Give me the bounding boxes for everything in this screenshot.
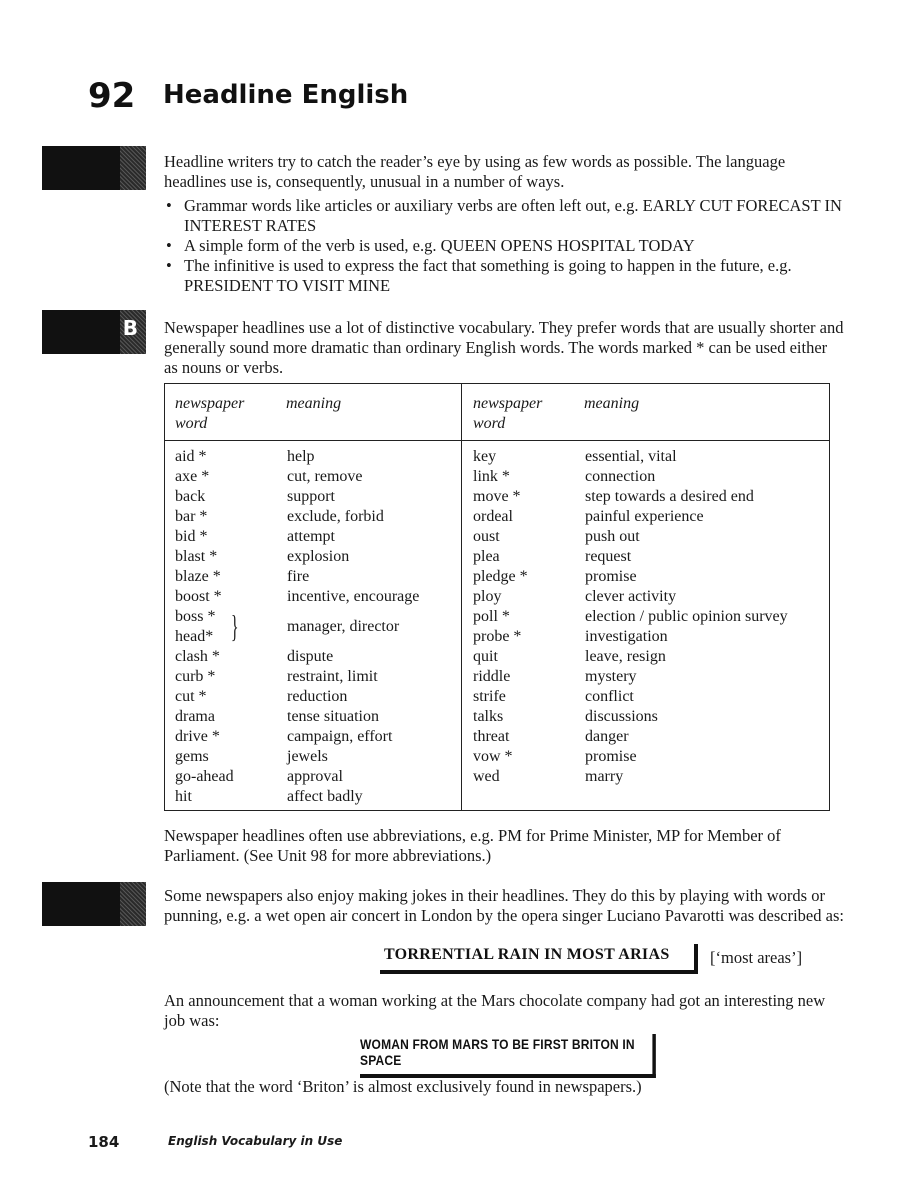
meaning: connection xyxy=(585,468,656,485)
word: key xyxy=(473,448,497,465)
table-row xyxy=(473,727,823,747)
header-newspaper-word-right: newspaper word xyxy=(473,395,543,432)
word: link * xyxy=(473,468,510,485)
meaning: tense situation xyxy=(287,708,379,725)
word: vow * xyxy=(473,748,513,765)
word: threat xyxy=(473,728,510,745)
table-row xyxy=(473,667,823,687)
word: oust xyxy=(473,528,500,545)
vocabulary-table xyxy=(164,383,830,811)
bullet-item: • The infinitive is used to express the fact that something is going to happen in the future, e.g. PRESIDENT TO VISIT MINE xyxy=(164,256,844,296)
meaning: approval xyxy=(287,768,343,785)
table-row xyxy=(473,567,823,587)
table-row xyxy=(175,527,455,547)
table-row xyxy=(175,727,455,747)
word: hit xyxy=(175,788,192,805)
section-c-tab xyxy=(42,882,146,926)
table-row xyxy=(473,747,823,767)
unit-number: 92 xyxy=(88,76,136,116)
word: strife xyxy=(473,688,506,705)
section-b-tab xyxy=(42,310,146,354)
table-row xyxy=(473,587,823,607)
left-column xyxy=(175,447,455,807)
table-row xyxy=(175,707,455,727)
bullet-item: • A simple form of the verb is used, e.g. QUEEN OPENS HOSPITAL TODAY xyxy=(164,236,844,256)
meaning: painful experience xyxy=(585,508,704,525)
table-row xyxy=(473,687,823,707)
header-newspaper-word-left: newspaper word xyxy=(175,395,245,432)
section-b-intro: Newspaper headlines use a lot of distinctive vocabulary. They prefer words that are usually shorter and generally sound more dramatic than ordinary English words. The words marked * can be used either as nouns or verbs. xyxy=(164,318,844,377)
tab-shading xyxy=(120,882,146,926)
meaning: incentive, encourage xyxy=(287,588,420,605)
word: wed xyxy=(473,768,500,785)
table-row xyxy=(473,767,823,787)
meaning: campaign, effort xyxy=(287,728,393,745)
meaning: danger xyxy=(585,728,629,745)
headline-arias: TORRENTIAL RAIN IN MOST ARIAS xyxy=(380,944,698,974)
table-row xyxy=(175,487,455,507)
word: poll * xyxy=(473,608,510,625)
table-row xyxy=(473,547,823,567)
unit-title: Headline English xyxy=(163,80,409,110)
word: bid * xyxy=(175,528,208,545)
word: quit xyxy=(473,648,498,665)
word: move * xyxy=(473,488,521,505)
table-row xyxy=(175,767,455,787)
meaning: affect badly xyxy=(287,788,363,805)
meaning: request xyxy=(585,548,632,565)
section-b-letter: B xyxy=(122,316,138,340)
book-title: English Vocabulary in Use xyxy=(168,1134,343,1148)
table-row xyxy=(175,507,455,527)
meaning: discussions xyxy=(585,708,658,725)
word: riddle xyxy=(473,668,511,685)
word: ploy xyxy=(473,588,502,605)
word: boss * xyxy=(175,608,216,625)
meaning: explosion xyxy=(287,548,350,565)
table-row xyxy=(175,547,455,567)
word: blaze * xyxy=(175,568,221,585)
section-c-paragraph-2: An announcement that a woman working at the Mars chocolate company had got an interesting new job was: xyxy=(164,991,826,1030)
table-row xyxy=(175,787,455,807)
word: drive * xyxy=(175,728,220,745)
word: head* xyxy=(175,628,214,645)
table-row xyxy=(175,447,455,467)
meaning: manager, director xyxy=(287,618,400,635)
section-a-tab xyxy=(42,146,146,190)
word: aid * xyxy=(175,448,207,465)
meaning: promise xyxy=(585,568,637,585)
meaning: push out xyxy=(585,528,640,545)
meaning: jewels xyxy=(287,748,328,765)
meaning: attempt xyxy=(287,528,335,545)
word: drama xyxy=(175,708,215,725)
meaning: mystery xyxy=(585,668,637,685)
abbreviations-paragraph: Newspaper headlines often use abbreviations, e.g. PM for Prime Minister, MP for Member of Parliament. (See Unit 98 for more abbreviations.) xyxy=(164,826,781,865)
word: plea xyxy=(473,548,500,565)
section-c-intro: Some newspapers also enjoy making jokes in their headlines. They do this by playing with words or punning, e.g. a wet open air concert in London by the opera singer Luciano Pavarotti was described as: xyxy=(164,886,844,925)
meaning: exclude, forbid xyxy=(287,508,384,525)
table-row xyxy=(175,567,455,587)
section-c-note: (Note that the word ‘Briton’ is almost exclusively found in newspapers.) xyxy=(164,1077,642,1096)
word: bar * xyxy=(175,508,208,525)
word: go-ahead xyxy=(175,768,234,785)
meaning: cut, remove xyxy=(287,468,363,485)
table-row xyxy=(175,667,455,687)
word: cut * xyxy=(175,688,207,705)
table-row xyxy=(473,447,823,467)
word: back xyxy=(175,488,206,505)
meaning: reduction xyxy=(287,688,348,705)
column-divider xyxy=(461,384,462,810)
meaning: election / public opinion survey xyxy=(585,608,788,625)
meaning: help xyxy=(287,448,315,465)
meaning: dispute xyxy=(287,648,334,665)
meaning: promise xyxy=(585,748,637,765)
word: gems xyxy=(175,748,209,765)
table-row xyxy=(473,487,823,507)
page-number: 184 xyxy=(88,1133,120,1151)
table-row xyxy=(473,647,823,667)
meaning: clever activity xyxy=(585,588,677,605)
meaning: leave, resign xyxy=(585,648,666,665)
table-row xyxy=(473,607,823,627)
headline-mars: WOMAN FROM MARS TO BE FIRST BRITON IN SPACE xyxy=(360,1034,656,1078)
meaning: fire xyxy=(287,568,310,585)
word: talks xyxy=(473,708,504,725)
meaning: essential, vital xyxy=(585,448,677,465)
word: pledge * xyxy=(473,568,528,585)
tab-shading xyxy=(120,146,146,190)
header-meaning-right: meaning xyxy=(584,395,640,412)
table-row xyxy=(473,707,823,727)
header-meaning-left: meaning xyxy=(286,395,342,412)
word: boost * xyxy=(175,588,222,605)
headline-gloss: [‘most areas’] xyxy=(710,948,803,967)
table-row xyxy=(473,627,823,647)
right-column xyxy=(473,447,823,787)
table-row xyxy=(175,687,455,707)
word: axe * xyxy=(175,468,210,485)
section-a-intro: Headline writers try to catch the reader’s eye by using as few words as possible. The language headlines use is, consequently, unusual in a number of ways. xyxy=(164,152,786,191)
table-row xyxy=(473,467,823,487)
table-row xyxy=(175,467,455,487)
table-row xyxy=(175,747,455,767)
table-header xyxy=(165,384,829,441)
table-row xyxy=(473,507,823,527)
word: blast * xyxy=(175,548,218,565)
table-row xyxy=(175,647,455,667)
meaning: conflict xyxy=(585,688,634,705)
word: clash * xyxy=(175,648,220,665)
meaning: marry xyxy=(585,768,624,785)
brace: } xyxy=(230,608,239,644)
word: probe * xyxy=(473,628,522,645)
word: ordeal xyxy=(473,508,513,525)
meaning: restraint, limit xyxy=(287,668,378,685)
table-row xyxy=(175,587,455,607)
word: curb * xyxy=(175,668,216,685)
section-a-bullets xyxy=(164,196,844,296)
bullet-item: • Grammar words like articles or auxiliary verbs are often left out, e.g. EARLY CUT FORECAST IN INTEREST RATES xyxy=(164,196,844,236)
meaning: support xyxy=(287,488,335,505)
table-row-boss-head xyxy=(175,607,455,647)
meaning: investigation xyxy=(585,628,668,645)
table-row xyxy=(473,527,823,547)
meaning: step towards a desired end xyxy=(585,488,754,505)
